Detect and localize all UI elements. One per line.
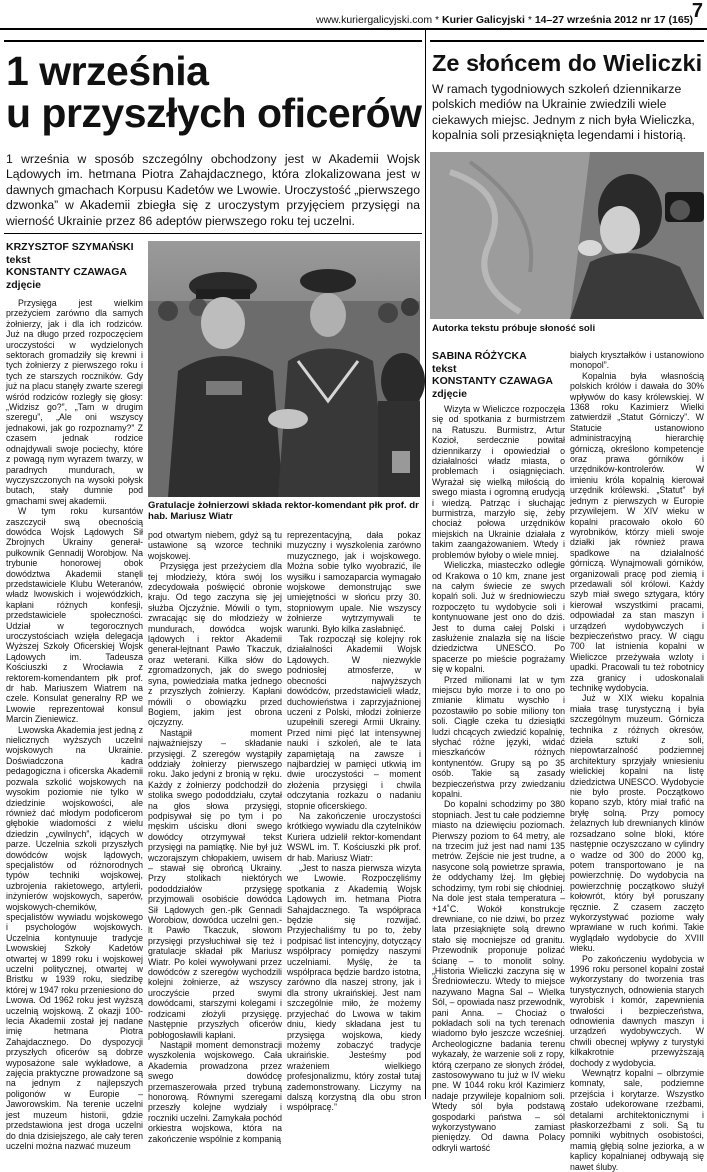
header-rule: [0, 28, 707, 30]
column-divider: [425, 30, 426, 1099]
photo-soldiers-caption: Gratulacje żołnierzowi składa rektor-komendant płk prof. dr hab. Mariusz Wiatr: [148, 500, 419, 522]
article-left-column-1: Przysięga jest wielkim przeżyciem zarówno dla samych żołnierzy, jak i dla ich rodziców. Już na długo przed rozpoczęciem uroczystości w wydzielonych sektorach gromadziły się krewni i tych żołnierzy z pierwszego roku i tych ze starszych roczników. Gdy już na placu stanęły zwarte szeregi wśród rodziców rozległy się głosy: „Widzisz go?”, „Tam w drugim szeregu”, „Ale oni wszyscy jednakowi, jak go rozpoznamy?” Z czasem jednak rodzice odnajdywali swoje pociechy, które z powagą nym wyrazem twarzy, w paradnych mundurach, w wyczyszczonych na wysoki połysk butach, stały dumnie pod gmachami swej akademii. W tym roku kursantów zaszczycił swą obecnością dowódca Wojsk Lądowych Sił Zbrojnych Ukrainy generał-pułkownik Gennadij Worobjow. Na trybunie honorowej obok dowództwa Akademii stanęli przedstawiciele Klubu Weteranów, władz lwowskich i wojewódzkich, kapłani różnych konfesji, przedstawiciele społeczności. Udział w tegorocznych uroczystościach wzięła delegacja Wyższej Szkoły Oficerskiej Wojsk Lądowych im. Tadeusza Kościuszki z Wrocławia z rektorem-komendantem płk prof. dr hab. Mariuszem Wiatrem na czele. Konsulat generalny RP we Lwowie reprezentował konsul Marcin Zieniewicz. Lwowska Akademia jest jedną z nielicznych wyższych uczelni wojskowych na Ukrainie. Doświadczona kadra pedagogiczna i oficerska Akademii pozwala szkolić wojskowych na wysokim poziomie nie tylko w dziedzinie wojskowości, ale również dać młodym podoficerom głębokie wiadomości z wielu dziedzin „cywilnych”, idących w parze. Uczelnia szkoli przyszłych dowódców wojsk lądowych, specjalistów od różnorodnych typów techniki wojskowej, uzbrojenia rakietowego, artylerii, inżynierów wojskowych, saperów, wojskowych-chemików, specjalistów wywiadu wojskowego i psychologów wojskowych. Uczelnia kontynuuje tradycje Lwowskiej Szkoły Kadetów otwartej w 1899 roku i wojskowej uczelni politycznej, otwartej w Bristku w 1939 roku, siedzibę której w 1947 roku przeniesiono do Lwowa. Od 1962 roku jest wyższą uczelnią wojskową. Z okazji 100-lecia Akademii został jej nadane imię hetmana Piotra Zahajdacznego. Do dyspozycji przyszłych oficerów są dobrze wyposażone sale wykładowe, a zajęcia praktyczne prowadzone są na jednym z najlepszych poligonów w Europie – Jaworowskim. Na terenie uczelni jest muzeum historii, gdzie przedstawiona jest droga uczelni do dnia dzisiejszego, ale cały teren uczelni można nazwać muzeum: [6, 298, 143, 1151]
photographer-name: KONSTANTY CZAWAGA: [6, 266, 127, 278]
photographer-name-right: KONSTANTY CZAWAGA: [432, 375, 553, 387]
photo-salt-tasting: [430, 152, 704, 319]
article-right-lead: W ramach tygodniowych szkoleń dziennikarze polskich mediów na Ukrainie zwiedzili wiele ciekawych miejsc. Jednym z nich była Wieliczka, kopalnia soli przesiąknięta legendami i historią.: [432, 82, 695, 143]
article-right-column-2: białych kryształków i ustanowiono monopol”. Kopalnia była własnością polskich królów i dawała do 30% wpływów do kasy królewskiej. W 1368 roku Kazimierz Wielki zatwierdził „Statut Górniczy”. W Statucie ustanowiono administracyjną hierarchię górniczą, określono kompetencje oraz prawa górników i urzędników-kontrolerów. W imieniu króla kopalnią kierował urzędnik królewski. „Statut” był jednym z pierwszych w Europie przywilejem. W XIV wieku w kopalni pracowało około 60 wyrobników, którzy mieli swoje działki jak również prawa spadkowe na działalność górniczą. Wynajmowali górników, organizowali pracę pod ziemią i przedawali sól królowi. Każdy szyb miał swego sztygara, który kierował wszystkimi pracami, odpowiadał za stan maszyn i urządzeń wydobywczych i bezpieczeństwo pracy. W ciągu 700 lat istnienia kopalni w Wieliczce przeżywała wzloty i upadki. Pracowali tu też robotnicy zza granicy i udoskonalali technikę wydobycia. Już w XIX wieku kopalnia miała trasę turystyczną i była szczególnym muzeum. Górnicza technika z różnych okresów, dzieła sztuki z soli, niepowtarzalność podziemnej architektury sprzyjały wniesieniu wielickiej kopalni na listę dziedzictwa UNESCO. Wydobycie nie było proste. Początkowo kopano szyb, który miał trafić na bryłę solną. Przy pomocy żelaznych lub drewnianych klinów rozsadzano solne bloki, które następnie oczyszczano w cylindry o wadze od 300 do 2000 kg, potem transportowano je na powierzchnię. Do wydobycia na powierzchnię początkowo służył kołowrót, który był poruszany ręcznie. Z czasem zaczęto wykorzystywać poziome wały wprawiane w ruch końmi. Takie wyglądało wydobycie do XVIII wieku. Po zakończeniu wydobycia w 1996 roku personel kopalni został wykorzystany do tworzenia tras turystycznych, odnowienia starych wyrobisk i komór, zapewnienia trwałości i bezpieczeństwa, odnowienia dawnych maszyn i urządzeń wydobywczych. W chwili obecnej wpływy z turystyki kilkakrotnie przewyższają dochody z wydobycia. Wewnątrz kopalni – olbrzymie komnaty, sale, podziemne przejścia i korytarze. Wszystko zostało udekorowane rzeźbami, detalami architektonicznymi i płaskorzeźbami z soli. Są tu pomniki wybitnych osobistości, mamią głębią solne jeziorka, a w kaplicy kopalnianej odbywają się nawet śluby.: [570, 350, 704, 1172]
section-rule-right: [430, 40, 704, 42]
photographer-role: zdjęcie: [6, 278, 42, 291]
author-role-right: tekst: [432, 362, 457, 375]
photo-soldiers: [148, 241, 420, 497]
article-left-column-3: reprezentacyjną, dała pokaz muzyczny i wyszkolenia zarówno muzycznego, jak i wojskowego. Można sobie tylko wyobrazić, ile wysiłku i samozaparcia wymagało wojskowe demonstrując swe umiejętności w słońcu przy 30. stopniowym upale. Nie wszyscy żołnierze wytrzymywali te warunki. Było kilka zasłabnięć. Tak rozpoczął się kolejny rok działalności Akademii Wojsk Lądowych. W niezwykle podniosłej atmosferze, w obecności najwyższych dowódców, przedstawicieli władz, duchowieństwa i zaprzyjaźnionej uczeni z Polski, młodzi żołnierze uzupełnili szeregi Armii Ukrainy. Przed nimi pięć lat intensywnej nauki i szkoleń, ale te lata zapamiętają na zawsze i najbardziej w pamięci utkwią im dwie uroczystości – moment złożenia przysięgi i chwila odczytania rozkazu o nadaniu stopnie oficerskiego. Na zakończenie uroczystości krótkiego wywiadu dla czytelników Kuriera udzielił rektor-komendant WSWL im. T. Kościuszki płk prof. dr hab. Mariusz Wiatr: „Jest to nasza pierwsza wizyta we Lwowie. Rozpoczęliśmy spotkania z Akademią Wojsk Lądowych im. hetmana Piotra Sahajdacznego. Ta współpraca będzie się rozwijać. Przyjechaliśmy tu po to, żeby podpisać list intencyjny, dotyczący współpracy pomiędzy naszymi uczelniami. Myślę, że ta współpraca będzie bardzo istotna, zarówno dla naszej strony, jak i dla strony ukraińskiej. Jest nam szczególnie miło, że możemy przyjechać do Lwowa w takim dniu, kiedy składana jest tu przysięga wojskowa, kiedy możemy zobaczyć tradycje ukraińskie. Jesteśmy pod wrażeniem wielkiego profesjonalizmu, który został tutaj zademonstrowany. Liczymy na dalszą korzystną dla obu stron współpracę.”: [287, 530, 421, 1113]
lead-rule-left: [4, 233, 422, 234]
photo-salt-caption: Autorka tekstu próbuje słoność soli: [432, 323, 596, 334]
issue-info: 14–27 września 2012 nr 17 (165): [534, 14, 694, 26]
article-right-byline: [432, 350, 566, 400]
site-url: www.kuriergalicyjski.com: [316, 14, 433, 26]
page-header: www.kuriergalicyjski.com * Kurier Galicyjski * 14–27 września 2012 nr 17 (165): [316, 14, 694, 26]
article-right-column-1: Wizyta w Wieliczce rozpoczęła się od spotkania z burmistrzem na Ratuszu. Burmistrz, Artur Kozioł, serdecznie powitał dziennikarzy i opowiedział o działalności władz miasta, o problemach i osiągnięciach. Wyrażał się wielką miłością do swego miasta i ogromną erudycją i wiedzą. Patrząc i słuchając burmistrza, marzyło się, żeby chociaż połowa urzędników miejskich na Ukrainie działała z takim zaangażowaniem. Wtedy i problemów byłoby o wiele mniej. Wieliczka, miasteczko odległe od Krakowa o 10 km, znane jest na całym świecie ze swych kopalń soli. Już w średniowieczu rozpoczęto tu wydobycie soli i kontynuowane jest ono do dziś. Jest to duma całej Polski i zasłużenie znalazła się na liście dziedzictwa UNESCO. Po spacerze po mieście pograżamy się w kopalni. Przed milionami lat w tym miejscu było morze i to ono po zmianie klimatu wyschło i pozostawiło po sobie miliony ton soli. Ciągłe czeka tu dziesiątki ludzi chcących zwiedzić kopalnię, słychać różne języki, widać mieszkańców różnych kontynentów. Grupy są po 35 osób. Takie są zasady bezpieczeństwa przy zwiedzaniu kopalni. Do kopalni schodzimy po 380 stopniach. Jest tu całe podziemne miasto na dziewięciu poziomach. Pierwszy poziom to 64 metry, ale na trzecim już jest nad nami 135 metrów. Zejście nie jest trudne, a nasycone solą powietrze sprawia, że oddychamy lżej. Im głębiej schodzimy, tym robi się chłodniej. Na dole jest stała temperatura – +14˚C. Wokół konstrukcje drewniane, co nie dziwi, bo przez lata przesiąknięte solą drewno stało się mocniejsze od granitu. Przewodnik proponuje polizać ścianę – to monolit solny. „Historia Wieliczki zaczyna się w Średniowieczu. Wtedy to miejsce nazywano Magna Sal – Wielka Sól, – opowiada nasz przewodnik, pani Anna. – Chociaż o pokładach soli na tych terenach wiadomo było jeszcze wcześniej. Archeologiczne badania terenu wykazały, że warzenie soli z ropy, którą czerpano ze słonych źródeł, zastosowywano tu już w IV wieku pne. W 1044 roku król Kazimierz nadaje przywileje kopalniom soli. Wtedy sól była podstawą gospodarki państwa – sól wykorzystywano zamiast pieniędzy. Od dawna Polacy odkryli wartość: [432, 404, 566, 1153]
section-rule-left: [4, 40, 422, 42]
paper-name: Kurier Galicyjski: [442, 14, 525, 26]
author-name-right: SABINA RÓŻYCKA: [432, 350, 527, 362]
author-name: KRZYSZTOF SZYMAŃSKI: [6, 241, 134, 253]
photographer-role-right: zdjęcie: [432, 387, 468, 400]
article-left-column-2: pod otwartym niebem, gdyż są tu ustawione są wzorce techniki wojskowej. Przysięga jest przeżyciem dla tej młodzieży, która swój los zdecydowała poświęcić obronie kraju. Od tego zaczyna się jej służba Ojczyźnie. Mówili o tym, zwracając się do młodzieży w mundurach, dowódca wojsk lądowych i rektor Akademii generał-lejtnant Pawło Tkaczuk, oraz weterani. Kilka słów do zgromadzonych, jak do swego syna, powiedziała matka jednego z przyszłych żołnierzy. Kapłani mówili o obowiązku przed Bogiem, jakim jest obrona ojczyzny. Nastąpił moment najważniejszy – składanie przysięgi. Z szeregów wystąpiły oddziały żołnierzy pierwszego roku. Jako jedyni z bronią w ręku. Każdy z żołnierzy podchodził do stolika swego pododdziału, czytał na głos słowa przysięgi, podpisywał się po tym i po męskim uścisku dłoni swego dowódcy otrzymywał tekst przysięgi na pamiątkę. Nie był już wczorajszym chłopakiem, uwisem – stawał się obrońcą Ukrainy. Przy stolikach niektórych pododdziałów przysięgę przyjmowali osobiście dowódca Sił Lądowych gen.-płk Gennadi Worobiow, dowódca uczelni gen.-lt Pawło Tkaczuk, słowom przysięgi przysłuchiwał się też i gratulacje składał płk Mariusz Wiatr. Po kolei wywoływani przez dowódców z szeregów wychodzili kolejni żołnierze, aż wszyscy uroczyście przed swymi dowódcami, starszymi kolegami i rodzicami złożyli przysięgę. Następnie przyszłych oficerów pobłogosławili kapłani. Nastąpił moment demonstracji wyszkolenia wojskowego. Cała Akademia prowadzona przez swego dowódcę przemaszerowała przed trybuną honorową. Równymi szeregami przeszły kolejne wydziały i roczniki uczelni. Zamykała pochód orkiestra wojskowa, która na zakończenie wspólnie z kompanią: [148, 530, 282, 1144]
author-role: tekst: [6, 253, 31, 266]
article-left-lead: 1 września w sposób szczególny obchodzony jest w Akademii Wojsk Lądowych im. hetmana Piotra Zahajdacznego, która zlokalizowana jest w dawnych gmachach Korpusu Kadetów we Lwowie. Uroczystość „pierwszego dzwonka” w Akademii zbiegła się z uroczystym przyjęciem przysięgi na wierność Ukrainie przez 86 adeptów pierwszego roku tej uczelni.: [6, 152, 420, 228]
article-left-headline: 1 września u przyszłych oficerów: [6, 48, 422, 136]
page-number: 7: [691, 0, 703, 22]
soldiers-image-icon: [148, 241, 420, 497]
article-left-byline: [6, 241, 146, 291]
article-right-headline: Ze słońcem do Wieliczki: [432, 50, 703, 76]
salt-mine-image-icon: [430, 152, 704, 319]
